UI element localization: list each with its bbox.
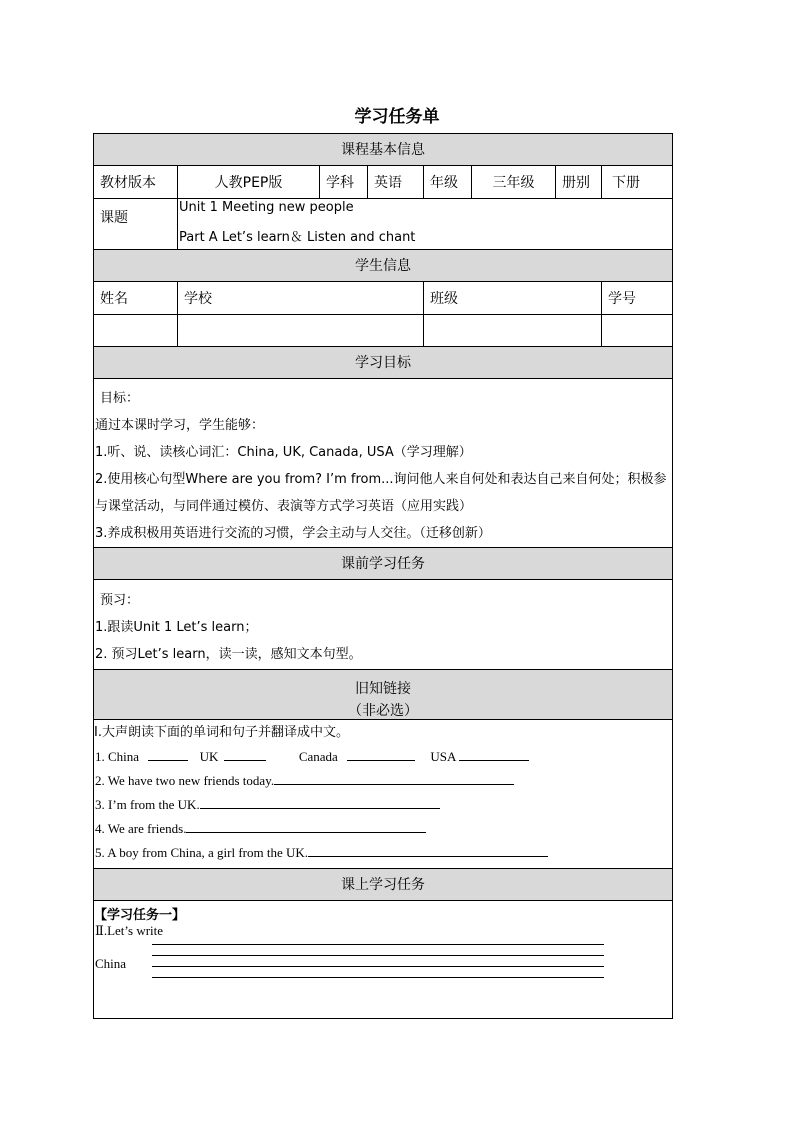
topic-row (94, 199, 672, 250)
topic-label: 课题 (100, 210, 128, 226)
student-info-labels (94, 282, 672, 315)
sentence-text: 3. I’m from the UK. (95, 797, 200, 812)
subject-value: 英语 (367, 166, 423, 198)
classwork-content (94, 901, 672, 1018)
course-info-header: 课程基本信息 (94, 134, 672, 166)
sentence-text: 5. A boy from China, a girl from the UK. (95, 845, 309, 860)
subject-label: 学科 (319, 166, 367, 198)
sentence-row (95, 772, 514, 789)
preview-line: 预习： (100, 593, 140, 608)
blank[interactable] (308, 844, 548, 857)
page-title: 学习任务单 (354, 107, 440, 127)
sentence-text: 2. We have two new friends today. (95, 773, 275, 788)
classwork-header: 课上学习任务 (94, 869, 672, 901)
blank[interactable] (148, 748, 188, 761)
word-uk: UK (199, 749, 219, 764)
writing-line[interactable] (152, 977, 604, 978)
goals-line: 通过本课时学习，学生能够： (95, 418, 265, 433)
write-word: China (95, 956, 127, 971)
class-label: 班级 (423, 282, 601, 314)
sentence-row (95, 796, 440, 813)
review-instruction: I.大声朗读下面的单词和句子并翻译成中文。 (94, 725, 349, 740)
school-field[interactable] (177, 315, 423, 346)
student-info-header: 学生信息 (94, 250, 672, 282)
review-header-title: 旧知链接 (355, 681, 411, 697)
task-title: 【学习任务一】 (94, 908, 186, 923)
student-id-label: 学号 (601, 282, 672, 314)
textbook-label: 教材版本 (100, 175, 156, 191)
word-row (95, 748, 529, 765)
blank[interactable] (459, 748, 529, 761)
blank[interactable] (186, 820, 426, 833)
goals-content (94, 379, 672, 548)
writing-line[interactable] (152, 944, 604, 945)
name-field[interactable] (94, 315, 177, 346)
goals-line: 1.听、说、读核心词汇：China, UK, Canada, USA（学习理解） (95, 445, 472, 460)
sentence-row (95, 820, 426, 837)
preview-content (94, 580, 672, 670)
name-label: 姓名 (100, 291, 128, 307)
task-sheet-table (93, 133, 673, 1019)
preview-line: 1.跟读Unit 1 Let’s learn； (95, 620, 258, 635)
student-id-field[interactable] (601, 315, 672, 346)
goals-line: 目标： (100, 391, 140, 406)
goals-line: 2.使用核心句型Where are you from? I’m from...询问他人来自何处和表达自己来自何处；积极参 (95, 472, 667, 487)
student-info-fields (94, 315, 672, 347)
course-info-row (94, 166, 672, 199)
task-subtitle: Ⅱ.Let’s write (95, 923, 164, 938)
goals-line: 3.养成积极用英语进行交流的习惯，学会主动与人交往。（迁移创新） (95, 526, 491, 541)
blank[interactable] (224, 748, 266, 761)
volume-label: 册别 (555, 166, 601, 198)
sentence-text: 4. We are friends. (95, 821, 187, 836)
volume-value: 下册 (601, 166, 672, 198)
preview-line: 2. 预习Let’s learn，读一读，感知文本句型。 (95, 647, 362, 662)
grade-value: 三年级 (471, 166, 555, 198)
school-label: 学校 (177, 282, 423, 314)
sentence-row (95, 844, 548, 861)
topic-line-1: Unit 1 Meeting new people (179, 200, 354, 215)
class-field[interactable] (423, 315, 601, 346)
blank[interactable] (200, 796, 440, 809)
goals-line: 与课堂活动，与同伴通过模仿、表演等方式学习英语（应用实践） (95, 499, 473, 514)
review-header (94, 670, 672, 720)
word-china: 1. China (95, 749, 140, 764)
topic-value-cell (177, 199, 672, 249)
topic-line-2: Part A Let’s learn＆ Listen and chant (179, 230, 416, 245)
writing-line[interactable] (152, 955, 604, 956)
word-usa: USA (430, 749, 456, 764)
grade-label: 年级 (423, 166, 471, 198)
goals-header: 学习目标 (94, 347, 672, 379)
blank[interactable] (274, 772, 514, 785)
textbook-value: 人教PEP版 (177, 166, 319, 198)
preview-header: 课前学习任务 (94, 548, 672, 580)
review-content (94, 720, 672, 869)
blank[interactable] (347, 748, 415, 761)
word-canada: Canada (298, 749, 338, 764)
writing-line[interactable] (152, 966, 604, 967)
review-header-subtitle: （非必选） (348, 703, 418, 719)
